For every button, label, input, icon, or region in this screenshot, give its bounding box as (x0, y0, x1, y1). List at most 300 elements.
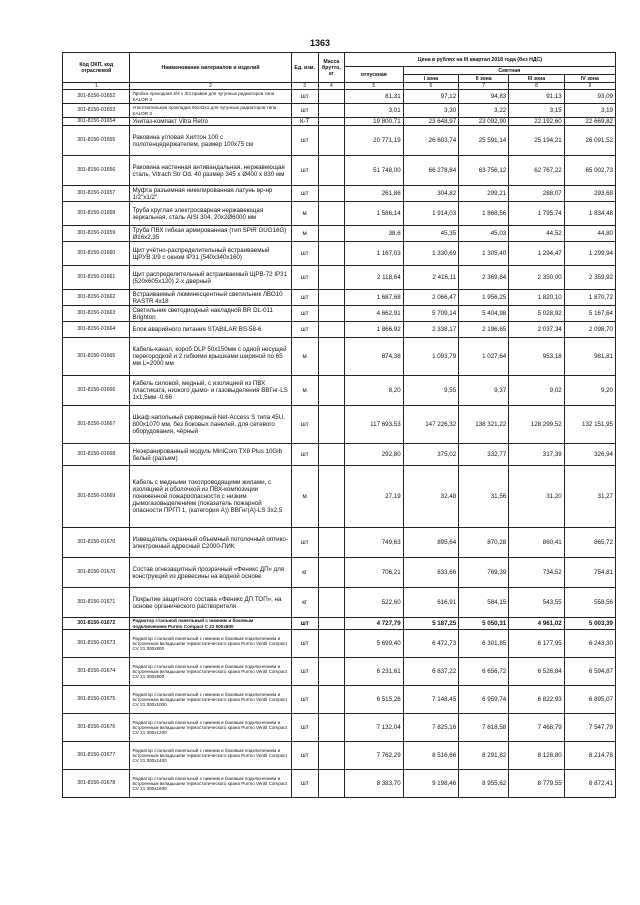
row-wholesale-price: 8 383,70 (344, 770, 403, 798)
row-price-zone-2: 94,83 (459, 90, 509, 104)
row-price-zone-3: 1 820,10 (509, 290, 565, 306)
row-mass (318, 290, 344, 306)
row-code: 301-8156-01659 (63, 226, 130, 242)
row-price-zone-4: 326,94 (564, 444, 615, 466)
row-price-zone-1: 833,66 (403, 558, 459, 588)
row-mass (318, 186, 344, 202)
row-unit: шт (291, 156, 318, 186)
row-price-zone-3: 1 795,74 (509, 202, 565, 226)
row-unit: м (291, 202, 318, 226)
row-price-zone-2: 23 092,90 (459, 118, 509, 126)
row-wholesale-price: 7 132,04 (344, 714, 403, 742)
row-price-zone-3: 44,52 (509, 226, 565, 242)
row-name: Раковина угловая Хилтон 100 с полотенцедержателем, размер 100х75 см (130, 126, 291, 156)
row-price-zone-1: 1 330,69 (403, 242, 459, 266)
row-mass (318, 104, 344, 118)
table-row (63, 226, 616, 242)
row-price-zone-3: 2 037,34 (509, 322, 565, 338)
column-index-row (63, 83, 616, 90)
row-price-zone-4: 754,81 (564, 558, 615, 588)
row-unit: м (291, 226, 318, 242)
table-row (63, 156, 616, 186)
row-price-zone-1: 2 338,17 (403, 322, 459, 338)
row-mass (318, 714, 344, 742)
column-index: 1 (63, 83, 130, 90)
row-price-zone-1: 304,82 (403, 186, 459, 202)
row-name: Унитаз-компакт Vitra Retro (130, 118, 291, 126)
row-price-zone-4: 1 834,48 (564, 202, 615, 226)
row-wholesale-price: 2 118,64 (344, 266, 403, 290)
row-wholesale-price: 522,60 (344, 588, 403, 618)
row-name: Пробка проходная 3/4 х 3/4 правая для чугунных радиаторов типа KALOR 3 (130, 90, 291, 104)
table-row (63, 90, 616, 104)
row-price-zone-3: 6 177,95 (509, 630, 565, 658)
row-price-zone-3: 22 192,60 (509, 118, 565, 126)
row-name: Светильник светодиодный накладной BR DL-011 Brighton (130, 306, 291, 322)
table-row (63, 686, 616, 714)
row-name: Раковина настенная антивандальная, нержавеющая сталь, Vitrach Str Od. 40 размер 345 х Ø400 х 830 мм (130, 156, 291, 186)
row-code: 301-8156-01674 (63, 658, 130, 686)
row-price-zone-2: 31,56 (459, 466, 509, 528)
row-unit: шт (291, 770, 318, 798)
row-name: Кабель силовой, медный, с изоляцией из ПВХ пластиката, низкого дымо- и газовыделения ВВГнг-LS 1х1,5мм -0.66 (130, 376, 291, 406)
row-price-zone-2: 332,77 (459, 444, 509, 466)
row-price-zone-1: 97,12 (403, 90, 459, 104)
row-wholesale-price: 7 762,29 (344, 742, 403, 770)
row-wholesale-price: 117 693,53 (344, 406, 403, 444)
row-wholesale-price: 19 800,71 (344, 118, 403, 126)
row-unit: шт (291, 126, 318, 156)
row-price-zone-1: 375,02 (403, 444, 459, 466)
table-row (63, 618, 616, 630)
row-name: Труба ПВХ гибкая армированная (тип SPiR GUG16G) Ø16х2,35 (130, 226, 291, 242)
row-unit: шт (291, 528, 318, 558)
table-row (63, 714, 616, 742)
row-code: 301-8156-01656 (63, 156, 130, 186)
header-name: Наименование материалов и изделий (130, 53, 291, 83)
row-name: Уплотнительная прокладка 60х42х1 для чугунных радиаторов типа KALOR 3 (130, 104, 291, 118)
row-price-zone-3: 8 779,55 (509, 770, 565, 798)
column-index: 2 (130, 83, 291, 90)
row-name: Неэкранированный модуль MiniCom TX8 Plus 10Gib белый (разъем) (130, 444, 291, 466)
row-name: Радиатор стальной панельный с нижним и боковым подключением и встроенным вкладышем термостатического крана Purmo Ventil Compact CV 21 300х1400 (130, 742, 291, 770)
row-wholesale-price: 81,31 (344, 90, 403, 104)
row-code: 301-8156-01677 (63, 742, 130, 770)
row-price-zone-3: 860,41 (509, 528, 565, 558)
header-wholesale: отпускная (344, 67, 403, 83)
row-price-zone-1: 1 914,03 (403, 202, 459, 226)
row-price-zone-2: 63 756,12 (459, 156, 509, 186)
row-unit: шт (291, 742, 318, 770)
row-price-zone-1: 6 837,22 (403, 658, 459, 686)
row-code: 301-8156-01665 (63, 338, 130, 376)
row-name: Радиатор стальной панельный с нижним и боковым подключением и встроенным вкладышем термостатического крана Purmo Ventil Compact CV 21 300х1000 (130, 686, 291, 714)
column-index: 8 (509, 83, 565, 90)
row-code: 301-8156-01670 (63, 528, 130, 558)
table-row (63, 118, 616, 126)
table-row (63, 630, 616, 658)
row-wholesale-price: 1 687,68 (344, 290, 403, 306)
row-price-zone-4: 5 167,64 (564, 306, 615, 322)
page-number: 1363 (309, 38, 331, 48)
row-mass (318, 466, 344, 528)
row-wholesale-price: 6 515,26 (344, 686, 403, 714)
row-name: Щит распределительный встраиваемый ЩРВ-72 IP31 (520х605х120) 2-х дверный (130, 266, 291, 290)
row-unit: шт (291, 714, 318, 742)
row-price-zone-4: 2 359,92 (564, 266, 615, 290)
row-mass (318, 444, 344, 466)
row-price-zone-1: 5 187,25 (403, 618, 459, 630)
row-code: 301-8156-01663 (63, 306, 130, 322)
price-table (62, 52, 616, 798)
row-wholesale-price: 1 167,03 (344, 242, 403, 266)
table-row (63, 186, 616, 202)
row-price-zone-1: 7 148,45 (403, 686, 459, 714)
row-wholesale-price: 292,80 (344, 444, 403, 466)
row-unit: шт (291, 90, 318, 104)
row-mass (318, 742, 344, 770)
row-price-zone-4: 293,68 (564, 186, 615, 202)
row-code: 301-8156-01672 (63, 618, 130, 630)
row-unit: шт (291, 658, 318, 686)
row-price-zone-3: 25 194,21 (509, 126, 565, 156)
row-code: 301-8156-01660 (63, 242, 130, 266)
row-price-zone-4: 22 669,82 (564, 118, 615, 126)
row-name: Покрытие защитного состава «Феникс ДП ТОП», на основе органического растворителя (130, 588, 291, 618)
row-price-zone-4: 3,19 (564, 104, 615, 118)
row-price-zone-2: 5 050,31 (459, 618, 509, 630)
row-code: 301-8156-01655 (63, 126, 130, 156)
row-price-zone-4: 2 098,70 (564, 322, 615, 338)
row-price-zone-1: 7 825,16 (403, 714, 459, 742)
row-price-zone-1: 45,35 (403, 226, 459, 242)
row-price-zone-2: 1 868,56 (459, 202, 509, 226)
row-mass (318, 528, 344, 558)
row-mass (318, 226, 344, 242)
row-price-zone-3: 8 128,80 (509, 742, 565, 770)
row-price-zone-2: 3,22 (459, 104, 509, 118)
row-wholesale-price: 8,20 (344, 376, 403, 406)
row-price-zone-1: 2 416,11 (403, 266, 459, 290)
row-code: 301-8156-01673 (63, 630, 130, 658)
row-price-zone-4: 5 003,39 (564, 618, 615, 630)
row-mass (318, 322, 344, 338)
row-unit: шт (291, 266, 318, 290)
row-name: Радиатор стальной панельный с нижним и боковым подключением и встроенным вкладышем термостатического крана Purmo Ventil Compact CV 21 300х800 (130, 630, 291, 658)
row-code: 301-8156-01662 (63, 290, 130, 306)
row-price-zone-2: 870,28 (459, 528, 509, 558)
row-price-zone-1: 26 603,74 (403, 126, 459, 156)
row-name: Извещатель охранный объемный потолочный оптико-электронный адресный С2000-ПИК (130, 528, 291, 558)
row-price-zone-4: 9,20 (564, 376, 615, 406)
row-price-zone-1: 9 198,46 (403, 770, 459, 798)
row-unit: кг (291, 558, 318, 588)
row-unit: шт (291, 406, 318, 444)
table-row (63, 770, 616, 798)
header-estimate: Сметная (403, 67, 615, 75)
row-mass (318, 406, 344, 444)
row-price-zone-2: 138 321,22 (459, 406, 509, 444)
row-price-zone-2: 1 027,64 (459, 338, 509, 376)
row-price-zone-3: 734,52 (509, 558, 565, 588)
row-price-zone-2: 6 301,85 (459, 630, 509, 658)
row-unit: шт (291, 242, 318, 266)
row-code: 301-8156-01667 (63, 406, 130, 444)
row-code: 301-8156-01654 (63, 118, 130, 126)
row-code: 301-8156-01664 (63, 322, 130, 338)
row-price-zone-2: 2 369,84 (459, 266, 509, 290)
row-wholesale-price: 6 231,61 (344, 658, 403, 686)
table-row (63, 242, 616, 266)
row-name: Труба круглая электросварная нержавеющая зеркальная, сталь AISI 304, 20х2Ø6000 мм (130, 202, 291, 226)
column-index: 4 (318, 83, 344, 90)
row-wholesale-price: 51 748,00 (344, 156, 403, 186)
row-price-zone-1: 6 472,73 (403, 630, 459, 658)
row-wholesale-price: 38,6 (344, 226, 403, 242)
row-wholesale-price: 20 771,19 (344, 126, 403, 156)
row-mass (318, 338, 344, 376)
row-price-zone-3: 5 028,92 (509, 306, 565, 322)
row-price-zone-3: 31,20 (509, 466, 565, 528)
row-name: Радиатор стальной панельный с нижним и боковым подключением и встроенным вкладышем термостатического крана Purmo Ventil Compact CV 21 300х1600 (130, 770, 291, 798)
row-unit: кг (291, 588, 318, 618)
row-price-zone-3: 953,18 (509, 338, 565, 376)
row-price-zone-1: 23 648,97 (403, 118, 459, 126)
row-code: 301-8156-01652 (63, 90, 130, 104)
row-price-zone-3: 317,39 (509, 444, 565, 466)
row-wholesale-price: 261,86 (344, 186, 403, 202)
row-price-zone-4: 6 594,87 (564, 658, 615, 686)
row-mass (318, 588, 344, 618)
row-name: Кабель-канал, короб DLP 50х150мм с одной несущей перегородкой и 2 гибкими крышками шириной по 65 мм L=2000 мм (130, 338, 291, 376)
row-mass (318, 376, 344, 406)
row-name: Муфта разъемная никелированная латунь вр-нр 1/2"х1/2" (130, 186, 291, 202)
row-price-zone-2: 45,03 (459, 226, 509, 242)
row-price-zone-2: 2 196,65 (459, 322, 509, 338)
row-price-zone-1: 147 226,32 (403, 406, 459, 444)
row-price-zone-3: 128 299,52 (509, 406, 565, 444)
table-row (63, 290, 616, 306)
row-mass (318, 686, 344, 714)
row-price-zone-3: 4 961,02 (509, 618, 565, 630)
row-price-zone-1: 66 278,84 (403, 156, 459, 186)
row-mass (318, 202, 344, 226)
row-name: Встраиваемый люминесцентный светильник ЛВО10 RASTR 4х18 (130, 290, 291, 306)
row-wholesale-price: 749,63 (344, 528, 403, 558)
row-name: Шкаф напольный серверный Net-Access S типа 45U, 800х1070 мм, без боковых панелей, для сетевого оборудования, чёрный (130, 406, 291, 444)
row-unit: шт (291, 104, 318, 118)
row-name: Состав огнезащитный прозрачный «Феникс ДП» для конструкций из древесины на водной основе (130, 558, 291, 588)
column-index: 6 (403, 83, 459, 90)
row-price-zone-1: 1 093,79 (403, 338, 459, 376)
row-mass (318, 156, 344, 186)
table-row (63, 126, 616, 156)
row-wholesale-price: 5 699,40 (344, 630, 403, 658)
row-name: Щит учётно-распределительный встраиваемый ЩРУВ 3/9 с окном IP31 (540х340х160) (130, 242, 291, 266)
column-index: 3 (291, 83, 318, 90)
row-price-zone-1: 895,64 (403, 528, 459, 558)
row-price-zone-2: 6 656,72 (459, 658, 509, 686)
row-mass (318, 770, 344, 798)
row-price-zone-2: 1 305,40 (459, 242, 509, 266)
row-wholesale-price: 1 586,14 (344, 202, 403, 226)
row-price-zone-4: 6 243,30 (564, 630, 615, 658)
row-unit: м (291, 376, 318, 406)
row-wholesale-price: 874,38 (344, 338, 403, 376)
header-mass: Масса брутто, кг (318, 53, 344, 83)
row-price-zone-4: 6 895,07 (564, 686, 615, 714)
row-price-zone-2: 299,21 (459, 186, 509, 202)
column-index: 7 (459, 83, 509, 90)
header-zone-2: II зона (459, 75, 509, 83)
row-price-zone-1: 32,48 (403, 466, 459, 528)
header-zone-3: III зона (509, 75, 565, 83)
row-unit: К-Т (291, 118, 318, 126)
row-price-zone-4: 44,80 (564, 226, 615, 242)
row-wholesale-price: 27,19 (344, 466, 403, 528)
row-price-zone-2: 584,15 (459, 588, 509, 618)
header-zone-1: I зона (403, 75, 459, 83)
row-price-zone-3: 6 526,84 (509, 658, 565, 686)
row-wholesale-price: 4 727,79 (344, 618, 403, 630)
table-row (63, 306, 616, 322)
row-price-zone-3: 62 767,22 (509, 156, 565, 186)
row-price-zone-4: 7 547,79 (564, 714, 615, 742)
row-price-zone-3: 543,55 (509, 588, 565, 618)
row-price-zone-2: 769,39 (459, 558, 509, 588)
row-mass (318, 558, 344, 588)
row-wholesale-price: 1 866,92 (344, 322, 403, 338)
row-price-zone-4: 1 870,72 (564, 290, 615, 306)
table-row (63, 444, 616, 466)
row-wholesale-price: 706,21 (344, 558, 403, 588)
row-price-zone-3: 91,13 (509, 90, 565, 104)
row-price-zone-1: 2 066,47 (403, 290, 459, 306)
header-zone-4: IV зона (564, 75, 615, 83)
row-unit: шт (291, 686, 318, 714)
row-price-zone-1: 3,30 (403, 104, 459, 118)
row-price-zone-3: 1 294,47 (509, 242, 565, 266)
row-price-zone-1: 5 709,14 (403, 306, 459, 322)
column-index: 5 (344, 83, 403, 90)
row-price-zone-3: 7 468,79 (509, 714, 565, 742)
row-unit: шт (291, 186, 318, 202)
table-row (63, 558, 616, 588)
row-code: 301-8156-01666 (63, 376, 130, 406)
column-index: 9 (564, 83, 615, 90)
row-code: 301-8156-01669 (63, 466, 130, 528)
row-mass (318, 630, 344, 658)
row-price-zone-2: 25 591,14 (459, 126, 509, 156)
row-name: Радиатор стальной панельный с нижним и боковым подключением и встроенным вкладышем термостатического крана Purmo Ventil Compact CV 21 300х1200 (130, 714, 291, 742)
row-price-zone-4: 865,72 (564, 528, 615, 558)
row-mass (318, 618, 344, 630)
row-price-zone-2: 7 618,58 (459, 714, 509, 742)
table-row (63, 528, 616, 558)
row-unit: шт (291, 290, 318, 306)
row-mass (318, 126, 344, 156)
row-mass (318, 306, 344, 322)
table-row (63, 466, 616, 528)
row-name: Кабель с медными токопроводящими жилами, с изоляцией и оболочкой из ПВХ-композиции пониженной пожароопасности с низким дымогазовыделением (показатель пожарной опасности ПРГП 1, (категория А)) ВВГнг(А)-LS 3х2,5 (130, 466, 291, 528)
row-name: Радиатор стальной панельный с нижним и боковым подключением и встроенным вкладышем термостатического крана Purmo Ventil Compact CV 21 300х900 (130, 658, 291, 686)
row-price-zone-2: 1 956,25 (459, 290, 509, 306)
table-row (63, 376, 616, 406)
row-code: 301-8156-01657 (63, 186, 130, 202)
row-price-zone-3: 288,07 (509, 186, 565, 202)
row-price-zone-1: 616,91 (403, 588, 459, 618)
row-mass (318, 118, 344, 126)
table-row (63, 104, 616, 118)
row-name: Радиатор стальной панельный с нижним и боковым подключением Purmo Compact C 22 500х800 (130, 618, 291, 630)
row-code: 301-8156-01675 (63, 686, 130, 714)
header-price-group: Цена в рублях на III квартал 2018 года (без НДС) (344, 53, 615, 67)
row-mass (318, 266, 344, 290)
row-price-zone-1: 8 516,66 (403, 742, 459, 770)
row-price-zone-2: 8 291,82 (459, 742, 509, 770)
row-price-zone-4: 31,27 (564, 466, 615, 528)
row-price-zone-1: 9,55 (403, 376, 459, 406)
row-price-zone-4: 1 299,94 (564, 242, 615, 266)
row-unit: шт (291, 618, 318, 630)
row-unit: шт (291, 322, 318, 338)
header-code: Код ОКП, код отраслевой (63, 53, 130, 83)
table-row (63, 266, 616, 290)
row-price-zone-4: 26 091,52 (564, 126, 615, 156)
row-mass (318, 658, 344, 686)
row-unit: м (291, 338, 318, 376)
row-price-zone-2: 9,37 (459, 376, 509, 406)
row-price-zone-4: 8 872,41 (564, 770, 615, 798)
table-row (63, 202, 616, 226)
row-price-zone-2: 8 955,62 (459, 770, 509, 798)
table-row (63, 406, 616, 444)
row-unit: шт (291, 306, 318, 322)
row-unit: шт (291, 444, 318, 466)
row-mass (318, 242, 344, 266)
row-code: 301-8156-01653 (63, 104, 130, 118)
row-unit: м (291, 466, 318, 528)
row-price-zone-3: 3,15 (509, 104, 565, 118)
row-price-zone-4: 132 151,95 (564, 406, 615, 444)
row-code: 301-8156-01678 (63, 770, 130, 798)
row-code: 301-8156-01658 (63, 202, 130, 226)
row-name: Блок аварийного питания STABILAR BS-58-6 (130, 322, 291, 338)
table-row (63, 588, 616, 618)
row-unit: шт (291, 630, 318, 658)
row-code: 301-8156-01670 (63, 558, 130, 588)
row-price-zone-4: 981,81 (564, 338, 615, 376)
row-price-zone-4: 558,56 (564, 588, 615, 618)
header-unit: Ед. изм. (291, 53, 318, 83)
row-wholesale-price: 4 662,91 (344, 306, 403, 322)
row-price-zone-2: 5 404,98 (459, 306, 509, 322)
row-price-zone-2: 6 959,74 (459, 686, 509, 714)
row-price-zone-4: 8 214,78 (564, 742, 615, 770)
table-row (63, 658, 616, 686)
row-code: 301-8156-01676 (63, 714, 130, 742)
table-row (63, 742, 616, 770)
row-code: 301-8156-01668 (63, 444, 130, 466)
row-mass (318, 90, 344, 104)
row-price-zone-4: 65 002,73 (564, 156, 615, 186)
row-wholesale-price: 3,01 (344, 104, 403, 118)
row-code: 301-8156-01661 (63, 266, 130, 290)
row-code: 301-8156-01671 (63, 588, 130, 618)
table-row (63, 338, 616, 376)
row-price-zone-4: 93,09 (564, 90, 615, 104)
row-price-zone-3: 9,02 (509, 376, 565, 406)
